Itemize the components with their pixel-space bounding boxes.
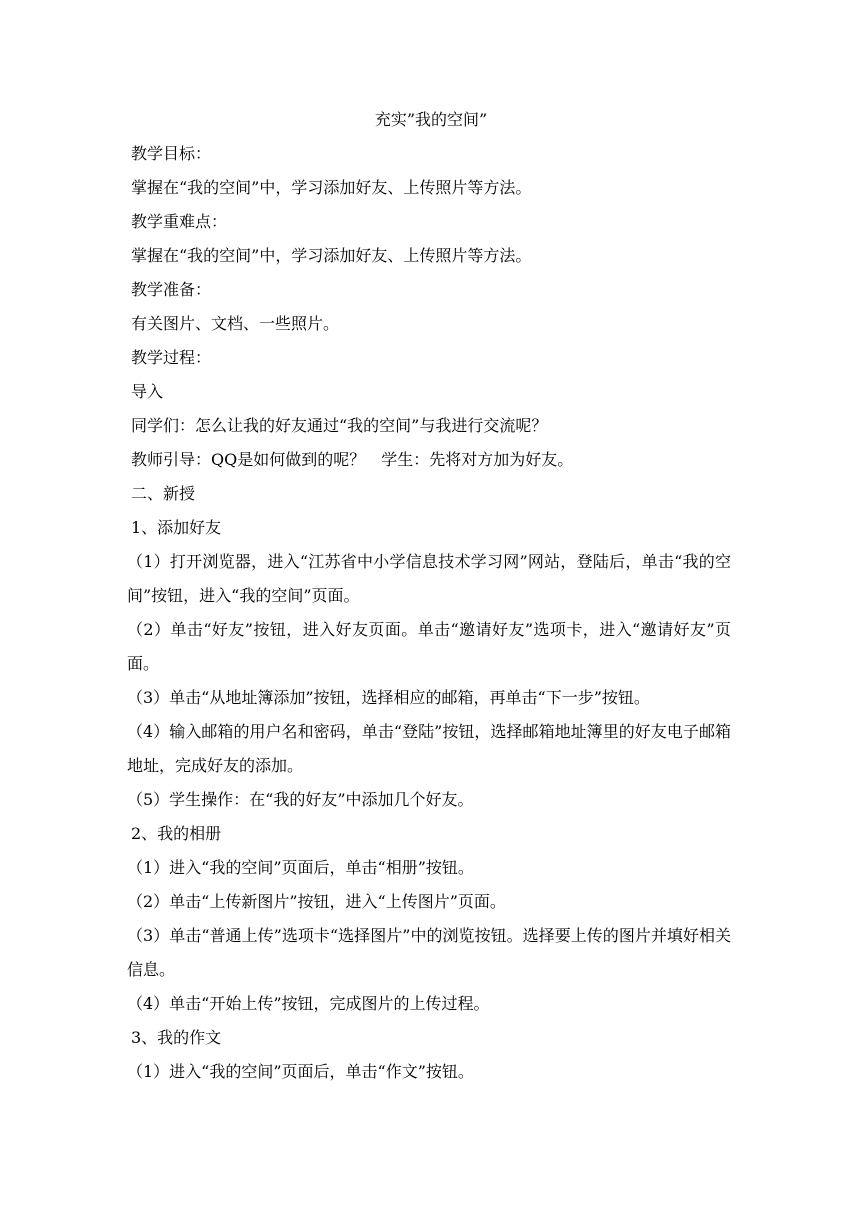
add-friends-step-2: （2）单击“好友”按钮，进入好友页面。单击“邀请好友”选项卡，进入“邀请好友”页面。 [127,620,731,673]
section-album-heading: 2、我的相册 [131,824,222,843]
teacher-guidance: 教师引导：QQ是如何做到的呢？ 学生：先将对方加为好友。 [131,450,574,469]
album-step-3: （3）单击“普通上传”选项卡“选择图片”中的浏览按钮。选择要上传的图片并填好相关信息。 [127,926,731,979]
add-friends-step-5: （5）学生操作：在“我的好友”中添加几个好友。 [127,790,474,809]
new-lesson-heading: 二、新授 [131,484,196,503]
essay-step-1: （1）进入“我的空间”页面后，单击“作文”按钮。 [127,1062,474,1081]
heading-teaching-goals: 教学目标： [131,144,212,163]
heading-key-points: 教学重难点： [131,212,228,231]
heading-process: 教学过程： [131,348,212,367]
intro-question: 同学们：怎么让我的好友通过“我的空间”与我进行交流呢？ [131,416,548,435]
section-add-friends-heading: 1、添加好友 [131,518,222,537]
album-step-1: （1）进入“我的空间”页面后，单击“相册”按钮。 [127,858,474,877]
add-friends-step-3: （3）单击“从地址簿添加”按钮，选择相应的邮箱，再单击“下一步”按钮。 [127,688,650,707]
heading-preparation: 教学准备： [131,280,212,299]
section-essay-heading: 3、我的作文 [131,1028,222,1047]
document-body [127,103,731,1089]
teaching-goals-text: 掌握在“我的空间”中，学习添加好友、上传照片等方法。 [131,178,532,197]
intro-heading: 导入 [131,382,164,401]
key-points-text: 掌握在“我的空间”中，学习添加好友、上传照片等方法。 [131,246,532,265]
album-step-4: （4）单击“开始上传”按钮，完成图片的上传过程。 [127,994,490,1013]
add-friends-step-4: （4）输入邮箱的用户名和密码，单击“登陆”按钮，选择邮箱地址簿里的好友电子邮箱地址，完成好友的添加。 [127,722,731,775]
preparation-text: 有关图片、文档、一些照片。 [131,314,340,333]
add-friends-step-1: （1）打开浏览器，进入“江苏省中小学信息技术学习网”网站，登陆后，单击“我的空间”按钮，进入“我的空间”页面。 [127,552,731,605]
album-step-2: （2）单击“上传新图片”按钮，进入“上传图片”页面。 [127,892,506,911]
document-title: 充实”我的空间” [374,110,488,129]
